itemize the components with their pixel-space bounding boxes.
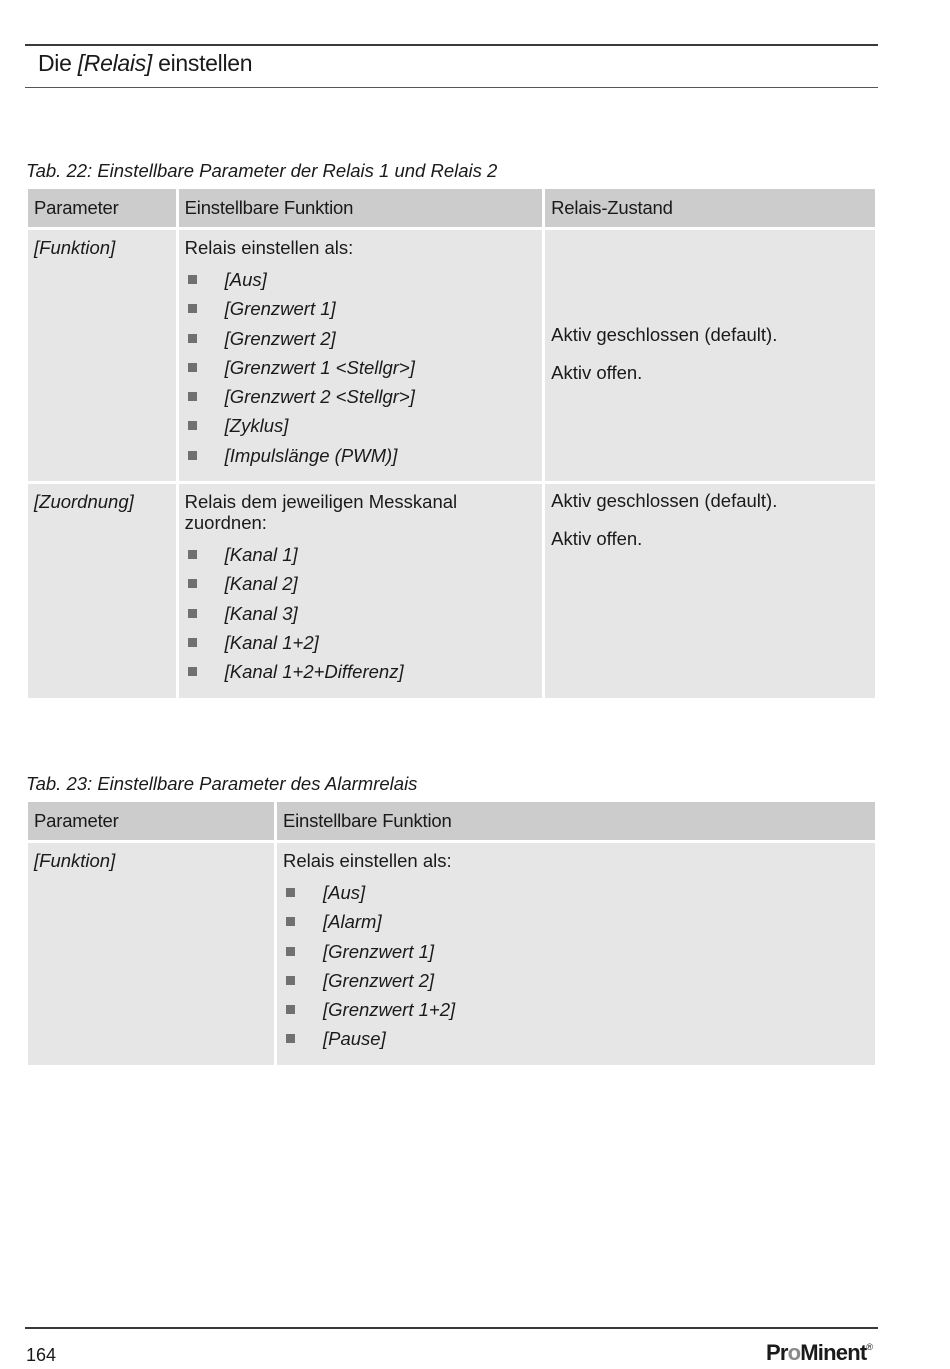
column-header: Einstellbare Funktion [277, 802, 875, 840]
list-item: [Kanal 1] [185, 545, 536, 574]
relay-parameter-table [25, 186, 878, 701]
column-header: Einstellbare Funktion [179, 189, 542, 227]
parameter-name: [Funktion] [34, 850, 116, 871]
list-item: [Pause] [283, 1029, 869, 1058]
bullet-square-icon [286, 888, 295, 897]
bullet-square-icon [188, 579, 197, 588]
option-list [185, 545, 536, 691]
function-lead: Relais einstellen als: [283, 850, 452, 871]
table-header-row [28, 802, 875, 840]
list-item: [Aus] [283, 883, 869, 912]
list-item: [Aus] [185, 270, 536, 299]
bullet-square-icon [188, 667, 197, 676]
header-rule-top [25, 44, 878, 46]
state-text: Aktiv geschlossen (default). [551, 490, 778, 512]
bullet-square-icon [188, 451, 197, 460]
function-cell [179, 230, 542, 481]
option-list [185, 270, 536, 475]
prominent-logo: ProMinent® [766, 1340, 873, 1365]
bullet-square-icon [286, 917, 295, 926]
table-row [28, 484, 875, 697]
list-item: [Kanal 2] [185, 574, 536, 603]
table1-caption: Tab. 22: Einstellbare Parameter der Relais 1 und Relais 2 [26, 160, 498, 181]
state-text: Aktiv offen. [551, 528, 643, 550]
bullet-square-icon [286, 947, 295, 956]
bullet-square-icon [188, 421, 197, 430]
page-number: 164 [26, 1345, 57, 1365]
parameter-cell [28, 230, 176, 481]
list-item: [Alarm] [283, 912, 869, 941]
table2-caption: Tab. 23: Einstellbare Parameter des Alarmrelais [26, 773, 418, 794]
footer-rule [25, 1327, 878, 1329]
alarm-relay-table [25, 799, 878, 1068]
list-item: [Grenzwert 1 <Stellgr>] [185, 358, 536, 387]
option-list [283, 883, 869, 1059]
bullet-square-icon [188, 334, 197, 343]
header-rule-bottom [25, 87, 878, 88]
bullet-square-icon [188, 550, 197, 559]
table-row [28, 230, 875, 481]
bullet-square-icon [188, 392, 197, 401]
bullet-square-icon [286, 976, 295, 985]
list-item: [Impulslänge (PWM)] [185, 446, 536, 475]
parameter-cell [28, 843, 274, 1065]
bullet-square-icon [188, 275, 197, 284]
column-header: Parameter [28, 189, 176, 227]
list-item: [Kanal 3] [185, 604, 536, 633]
function-lead: Relais dem jeweiligen Messkanal zuordnen: [184, 491, 458, 534]
function-lead: Relais einstellen als: [184, 237, 354, 258]
function-cell [179, 484, 542, 697]
bullet-square-icon [188, 638, 197, 647]
parameter-cell [28, 484, 176, 697]
table-row [28, 843, 875, 1065]
list-item: [Grenzwert 1] [283, 942, 869, 971]
table-header-row [28, 189, 875, 227]
list-item: [Kanal 1+2+Differenz] [185, 662, 536, 691]
list-item: [Grenzwert 2] [283, 971, 869, 1000]
parameter-name: [Funktion] [34, 237, 116, 258]
section-heading: Die [Relais] einstellen [38, 50, 253, 76]
state-text: Aktiv offen. [551, 362, 643, 383]
bullet-square-icon [188, 363, 197, 372]
bullet-square-icon [286, 1034, 295, 1043]
list-item: [Zyklus] [185, 416, 536, 445]
column-header: Parameter [28, 802, 274, 840]
list-item: [Kanal 1+2] [185, 633, 536, 662]
state-text: Aktiv geschlossen (default). [551, 324, 778, 345]
parameter-name: [Zuordnung] [34, 491, 134, 513]
bullet-square-icon [188, 304, 197, 313]
column-header: Relais-Zustand [545, 189, 875, 227]
list-item: [Grenzwert 2] [185, 329, 536, 358]
state-cell [545, 484, 875, 697]
list-item: [Grenzwert 2 <Stellgr>] [185, 387, 536, 416]
list-item: [Grenzwert 1+2] [283, 1000, 869, 1029]
bullet-square-icon [188, 609, 197, 618]
bullet-square-icon [286, 1005, 295, 1014]
list-item: [Grenzwert 1] [185, 299, 536, 328]
state-cell [545, 230, 875, 481]
function-cell [277, 843, 875, 1065]
